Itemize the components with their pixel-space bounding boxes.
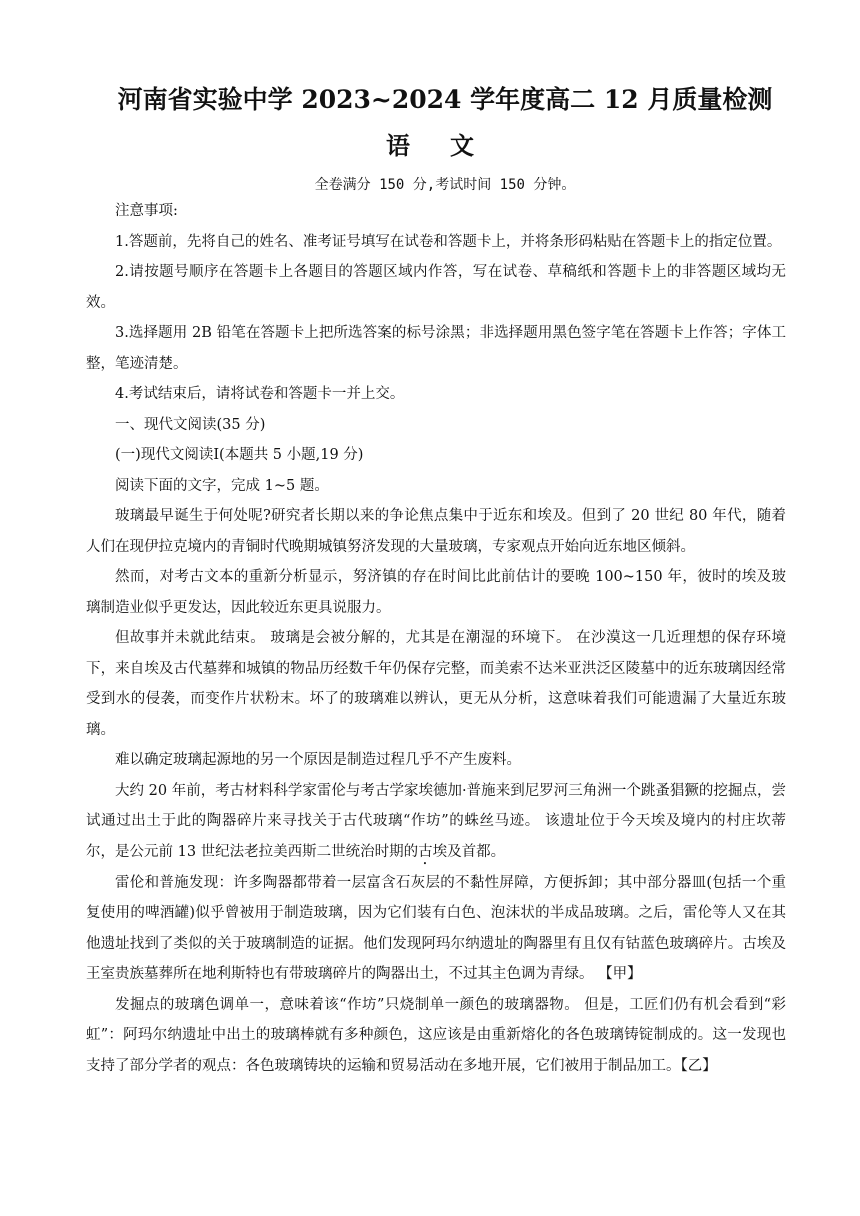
passage-paragraph-7: 发掘点的玻璃色调单一，意味着该“作坊”只烧制单一颜色的玻璃器物。 但是，工匠们仍有机会看到“彩虹”：阿玛尔纳遗址中出土的玻璃棒就有多种颜色，这应该是由重新熔化的各色玻璃铸锭制成的。这一发现也支持了部分学者的观点：各色玻璃铸块的运输和贸易活动在多地开展，它们被用于制品加工。【乙】: [86, 996, 786, 1074]
note-item-2: 2.请按题号顺序在答题卡上各题目的答题区域内作答，写在试卷、草稿纸和答题卡上的非答题区域均无效。: [86, 264, 786, 311]
passage-paragraph-4: 难以确定玻璃起源地的另一个原因是制造过程几乎不产生废料。: [115, 752, 521, 768]
exam-title: 河南省实验中学 2023~2024 学年度高二 12 月质量检测: [117, 85, 773, 114]
note-item-1: 1.答题前，先将自己的姓名、准考证号填写在试卷和答题卡上，并将条形码粘贴在答题卡上的指定位置。: [115, 233, 782, 250]
note-item-3: 3.选择题用 2B 铅笔在答题卡上把所选答案的标号涂黑；非选择题用黑色签字笔在答题卡上作答；字体工整，笔迹清楚。: [86, 325, 786, 372]
section-subheading: (一)现代文阅读Ⅰ(本题共 5 小题,19 分): [115, 447, 364, 463]
p5-text-before: 大约 20 年前，考古材料科学家雷伦与考古学家埃德加·普施来到尼罗河三角洲一个跳蚤猖獗的挖掘点，尝试通过出土于此的陶器碎片来寻找关于古代玻璃“作坊”的蛛丝马迹。 该遗址位于今天埃及境内的村庄坎蒂尔，是公元前 13 世纪法老拉美西斯二世统治时期的: [86, 782, 786, 860]
passage-paragraph-1: 玻璃最早诞生于何处呢?研究者长期以来的争论焦点集中于近东和埃及。但到了 20 世纪 80 年代，随着人们在现伊拉克境内的青铜时代晚期城镇努济发现的大量玻璃，专家观点开始向近东地区倾斜。: [86, 508, 786, 555]
subject-title: 语文: [386, 131, 514, 160]
note-item-4: 4.考试结束后，请将试卷和答题卡一并上交。: [115, 386, 405, 402]
passage-paragraph-3: 但故事并未就此结束。 玻璃是会被分解的，尤其是在潮湿的环境下。 在沙漠这一几近理想的保存环境下，来自埃及古代墓葬和城镇的物品历经数千年仍保存完整，而美索不达米亚洪泛区陵墓中的近东玻璃因经常受到水的侵袭，而变作片状粉末。坏了的玻璃难以辨认，更无从分析，这意味着我们可能遗漏了大量近东玻璃。: [86, 630, 786, 738]
passage-paragraph-5: [86, 776, 786, 868]
exam-body: [86, 196, 786, 1081]
notes-heading: 注意事项:: [115, 203, 178, 219]
reading-instruction: 阅读下面的文字，完成 1~5 题。: [115, 477, 329, 494]
passage-paragraph-2: 然而，对考古文本的重新分析显示，努济镇的存在时间比此前估计的要晚 100~150 年，彼时的埃及玻璃制造业似乎更发达，因此较近东更具说服力。: [86, 569, 786, 616]
p5-dotted-char: 古: [418, 843, 433, 860]
passage-paragraph-6: 雷伦和普施发现：许多陶器都带着一层富含石灰层的不黏性屏障，方便拆卸；其中部分器皿(包括一个重复使用的啤酒罐)似乎曾被用于制造玻璃，因为它们装有白色、泡沫状的半成品玻璃。之后，雷伦等人又在其他遗址找到了类似的关于玻璃制造的证据。他们发现阿玛尔纳遗址的陶器里有且仅有钴蓝色玻璃碎片。古埃及王室贵族墓葬所在地利斯特也有带玻璃碎片的陶器出土，不过其主色调为青绿。 【甲】: [86, 874, 786, 982]
p5-text-after: 埃及首都。: [432, 843, 506, 860]
score-info: 全卷满分 150 分,考试时间 150 分钟。: [314, 177, 576, 193]
section-heading: 一、现代文阅读(35 分): [115, 416, 266, 433]
